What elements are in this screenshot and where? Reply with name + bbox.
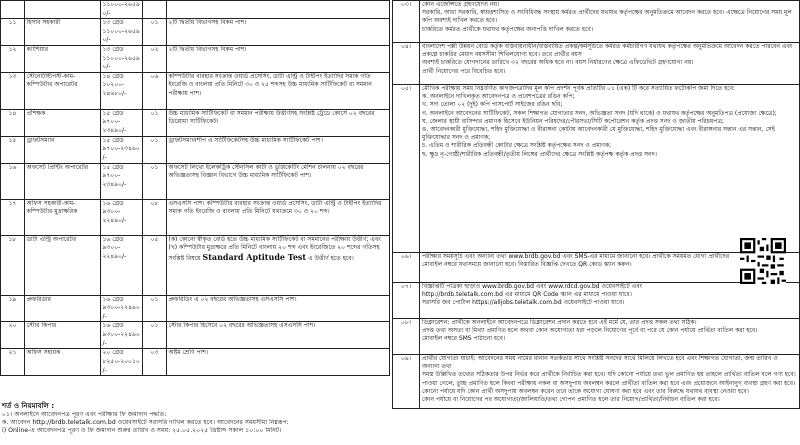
post-quantity: ০৫ bbox=[143, 235, 167, 295]
post-requirement-tail: এ উত্তীর্ণ হতে হবে। bbox=[308, 254, 354, 262]
post-serial: ১২ bbox=[1, 45, 25, 72]
post-requirement-text: (ক) কোনো স্বীকৃত বোর্ড হতে উচ্চ মাধ্যমিক সার্টিফিকেট বা সমমানের পরীক্ষায় উত্তীর্ণ; এবং (খ) কম্পিউটার মুদ্রাক্ষরে প্রতি মিনিটে বাংলায় ২০ শব্দ এবং ইংরেজিতে ২০ শব্দের গতিসহ সংশ্লিষ্ট বিষয়ে bbox=[168, 235, 381, 262]
rule-row bbox=[393, 319, 800, 355]
post-grade bbox=[101, 72, 143, 109]
post-row bbox=[1, 72, 390, 109]
terms-line: ক. আবেদন http://brdb.teletalk.com.bd ওয়েবসাইটে সরাসরি দাখিল করতে হবে। আবেদনের সময়সীমা নিম্নরূপ: bbox=[2, 419, 289, 426]
post-row bbox=[1, 109, 390, 136]
post-requirement-english: Standard Aptitude Test bbox=[202, 251, 307, 262]
rule-content bbox=[420, 85, 800, 253]
post-grade-line: ১৪ গ্রেড ১০২০০- bbox=[102, 72, 125, 89]
post-name: অফিস সহায়ক bbox=[25, 349, 101, 376]
post-quantity: ০২ bbox=[143, 45, 167, 72]
post-requirement bbox=[167, 136, 390, 163]
post-requirement-text: এসএসসি পাশ। কম্পিউটার ব্যবহার সংক্রান্ত ওয়ার্ড প্রসেসিং, ডাটা এন্ট্রি ও টাইপিং ইত্যাদির সম্যক গতি ইংরেজি ও বাংলায় প্রতি মিনিটে যথাক্রমে ৩০ ও ২০ শব্দ। bbox=[168, 199, 382, 216]
rule-line: গ. অনলাইনে আবেদনের সার্টিফিকেট, সকল শিক্ষাগত যোগ্যতার সনদ, অভিজ্ঞতা সনদ (যদি থাকে) ও যথাযথ কর্তৃপক্ষের অনুমতিপত্র (প্রযোজ্য ক্ষেত্রে); bbox=[422, 109, 777, 117]
rule-line: খ. সদ্য তোলা ০২ (দুই) কপি পাসপোর্ট সাইজের রঙিন ছবি; bbox=[422, 101, 563, 109]
post-grade-line: ২২৪৯০/- bbox=[102, 216, 127, 224]
rule-line: পাওয়া গেলে, তুচ্ছ প্রমাণিত হলে কিংবা পরীক্ষায় নকল বা অসদুপায় অবলম্বন করলে প্রার্থীতা বাতিল করা হবে এবং প্রয়োজনে আইনানুগ ব্যবস্থা গ্রহণ করা হবে। bbox=[422, 379, 796, 387]
post-row bbox=[1, 295, 390, 322]
post-row bbox=[1, 19, 390, 46]
post-row bbox=[1, 199, 390, 235]
rule-content bbox=[420, 43, 800, 85]
rule-line: চাকরিতে কর্মরত প্রার্থীকে যথাযথ কর্তৃপক্ষের অনাপত্তি দাখিল করতে হবে। bbox=[422, 25, 593, 33]
terms-line: ০১। অনলাইনে আবেদনপত্র পূরণ এবং পরীক্ষার ফি জমাদান পদ্ধতি: bbox=[2, 411, 167, 418]
rule-number: ০৫। bbox=[393, 85, 420, 253]
rule-line: ছ. ক্ষুদ্র নৃ-গোষ্ঠী/শারীরিক প্রতিবন্ধী/তৃতীয় লিঙ্গের প্রার্থীদের ক্ষেত্রে সংশ্লিষ্ট কর্তৃপক্ষ কর্তৃক প্রদত্ত সনদ। bbox=[422, 150, 657, 158]
post-quantity: ০১ bbox=[143, 322, 167, 349]
post-grade bbox=[101, 199, 143, 235]
post-serial: ১৬ bbox=[1, 163, 25, 199]
post-quantity: ০১ bbox=[143, 19, 167, 46]
post-quantity: ০১ bbox=[143, 295, 167, 322]
post-requirement-text: কম্পিউটার ব্যবহার সংক্রান্ত ওয়ার্ড প্রসেসিং, ডাটা এন্ট্রি ও টাইপিং ইত্যাদির সম্যক গতি ইংরেজি ও বাংলায় প্রতি মিনিটে ৩০ ও ২৫ শব্দসহ উচ্চ মাধ্যমিক সার্টিফিকেট বা সমমান পরীক্ষায় পাশ। bbox=[168, 72, 372, 97]
rule-number: ০৪। bbox=[393, 43, 420, 85]
rule-line: চ. এতিম ও শারীরিক প্রতিবন্ধী কোটার ক্ষেত্রে সংশ্লিষ্ট কর্তৃপক্ষের সনদ ও প্রমাণক; bbox=[422, 142, 612, 150]
post-name: ডাটা এন্ট্রি অপারেটর bbox=[25, 235, 101, 295]
post-grade-line: ১১০০০-২৬৫৯০/- bbox=[102, 54, 140, 71]
rule-row bbox=[393, 1, 800, 43]
post-name: স্টোর কিপার bbox=[25, 322, 101, 349]
posts-table bbox=[0, 0, 390, 376]
post-serial: ১৩ bbox=[1, 72, 25, 109]
rule-content bbox=[420, 283, 800, 319]
post-quantity: ০১ bbox=[143, 109, 167, 136]
post-grade-line: ১৫ গ্রেড ৯৭০০- bbox=[102, 163, 124, 180]
post-grade-line: ২২৪৯০/- bbox=[102, 252, 127, 260]
post-grade bbox=[101, 109, 143, 136]
post-row bbox=[1, 1, 390, 19]
post-requirement-text: অফসেট লিথো ইলেকট্রিক স্টেনসিল কাটা ও ডুপ্লিকেটিং মেশিন চালনায় ০২ বছরের অভিজ্ঞতাসহ বিজ্ঞান বিভাগে উচ্চ মাধ্যমিক সার্টিফিকেট পাশ। bbox=[168, 163, 364, 180]
post-grade bbox=[101, 136, 143, 163]
post-quantity: ০৮ bbox=[143, 199, 167, 235]
post-row bbox=[1, 235, 390, 295]
post-requirement-text: ২টি দ্বিতীয় বিভাগসহ বিকম পাশ। bbox=[168, 19, 247, 27]
post-serial: ১১ bbox=[1, 19, 25, 46]
post-grade bbox=[101, 1, 143, 19]
post-grade-line: ১৩ গ্রেড bbox=[102, 19, 124, 27]
post-grade-line: ৯৩০০-২২৪৯০/- bbox=[102, 330, 140, 347]
post-name: অফসেট প্রিন্টিং অপারেটর bbox=[25, 163, 101, 199]
post-grade-line: ২৩৪৯০/- bbox=[102, 126, 127, 134]
post-serial bbox=[1, 1, 25, 19]
rule-line: মোবাইল নম্বরে যথাসময়ে জানানো হবে। বিস্তারিত বিজ্ঞপ্তি দেখতে QR কোড স্ক্যান করুন। bbox=[422, 261, 632, 269]
post-requirement-text: ড্রাফটসম্যানশীপ এ সার্টিফিকেটসহ উচ্চ মাধ্যমিক সার্টিফিকেট পাশ। bbox=[168, 136, 323, 144]
post-grade-line: ১৫ গ্রেড bbox=[102, 136, 124, 144]
rule-line: সমস্ত উল্লিখিত তথ্যের সঠিকতার উপর নির্ভর করে প্রার্থীকে নির্বাচিত করা হবে। যদি কোনো পর্যায়ে তথ্য ভুল প্রমাণিত হয় তাহলে প্রার্থিতা বাতিল বলে গণ্য হবে। bbox=[422, 371, 796, 379]
post-serial: ১৪ bbox=[1, 109, 25, 136]
post-grade-line: ৮২৫০-২০০১০/- bbox=[102, 357, 140, 374]
qr-code-icon[interactable] bbox=[740, 238, 786, 284]
rule-line: ঙ. আবেদনকারী মুক্তিযোদ্ধা, শহিদ মুক্তিযোদ্ধা ও বীরাঙ্গনা কোটায় আবেদনকারী যে মুক্তিযোদ্ধা, শহিদ মুক্তিযোদ্ধা এবং বীরাঙ্গনার সন্তান এর সন্তান, সেই মুক্তিযোদ্ধার সনদ ও প্রমাণক; bbox=[422, 126, 775, 142]
post-grade-line: ৯৩০০-২২৪৯০/- bbox=[102, 304, 140, 320]
post-name: অফিস সহকারী-কাম- কম্পিউটার মুদ্রাক্ষরিক bbox=[25, 199, 101, 235]
post-requirement bbox=[167, 72, 390, 109]
rule-row bbox=[393, 253, 800, 283]
post-name: ক্যাশিয়ার bbox=[25, 45, 101, 72]
post-requirement-text: প্রুফরিডিং এ ০২ বছরের অভিজ্ঞতাসহ এসএসসি পাশ। bbox=[168, 295, 297, 303]
post-grade-line: ১৬ গ্রেড ৯৩০০- bbox=[102, 235, 124, 252]
post-grade bbox=[101, 349, 143, 376]
post-grade-line: ১১০০০-২৬৫৯০/- bbox=[102, 27, 140, 44]
rule-line: মৌখিক পরীক্ষায় সময় নিম্নবর্ণিত কাগজপত্রাদির মূল কপি প্রদর্শন পূর্বক প্রতিটির ০১ (এক) টি করে সত্যায়িত ফটোকপি জমা দিতে হবে: bbox=[422, 85, 736, 92]
rule-line: ঘ. জেলার স্থায়ী বাসিন্দার প্রমাণক হিসেবে ইউনিয়ন পরিষদের/পৌরসভা/সিটি কর্পোরেশন কর্তৃক প্রদত্ত সনদ ও জাতীয় পরিচয়পত্র; bbox=[422, 117, 724, 125]
post-row bbox=[1, 136, 390, 163]
rule-line: পরীক্ষার সময়সূচি এবং অন্যান্য তথ্য www.brdb.gov.bd এবং SMS-এর মাধ্যমে জানানো হবে। প্রার্থীকে সময়মত যোগ্য প্রার্থীদের bbox=[422, 253, 730, 260]
post-row bbox=[1, 163, 390, 199]
rules-section bbox=[392, 0, 800, 445]
post-quantity: ০১ bbox=[143, 163, 167, 199]
rule-line: কোন এজেন্সিতে গ্রহণযোগ্য নয়। bbox=[422, 1, 500, 8]
rule-line: কোন পর্যায়ে বা নিয়োগের পর অযোগ্যতা/জালিয়াতি/তথ্য গোপন প্রমাণিত হলে তার নিয়োগ/প্রার্থিতা/নির্বাচন বাতিল করা হবে। bbox=[422, 396, 720, 404]
post-requirement bbox=[167, 295, 390, 322]
rule-line: সরাসরি জব পোর্টাল https://alljobs.teletalk.com.bd ওয়েবসাইটে পাওয়া যাবে। bbox=[422, 299, 625, 307]
post-grade bbox=[101, 295, 143, 322]
post-requirement-text: ২টি দ্বিতীয় বিভাগসহ বিকম পাশ। bbox=[168, 45, 247, 53]
post-grade-line: ১৫ গ্রেড ৯৭০০- bbox=[102, 109, 124, 126]
posts-section bbox=[0, 0, 390, 445]
rule-line: মোবাইল নম্বরে SMS পাঠানো হবে। bbox=[422, 335, 505, 343]
post-requirement-text: স্টোর কিপার হিসেবে ০২ বছরের অভিজ্ঞতাসহ এসএসসি পাশ। bbox=[168, 322, 316, 330]
post-serial: ১৯ bbox=[1, 295, 25, 322]
post-grade-line: ২৩৪৯০/- bbox=[102, 180, 127, 188]
rule-line: বাংলাদেশ পল্লী উন্নয়ন বোর্ড কর্তৃক বাস্তবায়নাধীন/বাস্তবায়িত প্রকল্প/কর্মসূচিতে কর্মরত কর্মচারীগণ যথাযথ কর্তৃপক্ষের অনুমতিক্রমে আবেদন করতে পারবেন এবং প্রকল্পে চাকরির মেয়াদ বয়সসীমা শিথিলযোগ্য হবে। তবে প্রার্থীর বয়স bbox=[422, 43, 793, 59]
post-serial: ২১ bbox=[1, 349, 25, 376]
post-grade-line: ২০ গ্রেড bbox=[102, 349, 124, 357]
post-grade-line: ১৩ গ্রেড bbox=[102, 45, 124, 53]
post-requirement-text: উচ্চ মাধ্যমিক সার্টিফিকেট বা সমমান পরীক্ষায় উত্তীর্ণসহ সংশ্লিষ্ট ট্রেডে কোর্সে ০২ বছরের ডিপ্লোমা সার্টিফিকেট। bbox=[168, 109, 375, 126]
rule-line: প্রার্থী নিয়োগের পরে বিবেচিত হবে। bbox=[422, 67, 506, 75]
rule-line: সরকারি, আধা সরকারি, স্বায়ত্তশাসিত ও সংবিধিবদ্ধ সংস্থায় কর্মরত প্রার্থীদের যথাযথ কর্তৃপক্ষের অনুমতিক্রমে আবেদন করতে হবে। এক্ষেত্রে নিয়োগের সময় মূল কপি অবশ্যই দাখিল করতে হবে। bbox=[422, 9, 792, 25]
post-requirement bbox=[167, 1, 390, 19]
rule-number: ০৯। bbox=[393, 355, 420, 409]
rule-number: ০৮। bbox=[393, 319, 420, 355]
post-serial: ২০ bbox=[1, 322, 25, 349]
post-requirement bbox=[167, 322, 390, 349]
post-serial: ১৭ bbox=[1, 199, 25, 235]
post-grade bbox=[101, 322, 143, 349]
rules-table bbox=[392, 0, 800, 409]
rule-row bbox=[393, 283, 800, 319]
post-grade-line: ১৬ গ্রেড bbox=[102, 295, 124, 303]
post-requirement bbox=[167, 45, 390, 72]
post-grade-line: ১৬ গ্রেড ৯৩০০- bbox=[102, 199, 124, 216]
rule-line: বিজ্ঞপ্তিটি পত্রিকা ছাড়াও www.brdb.gov.bd এবং www.rdcd.gov.bd ওয়েবসাইটে এবং bbox=[422, 283, 643, 290]
rule-row bbox=[393, 43, 800, 85]
post-name: প্রশিক্ষক bbox=[25, 109, 101, 136]
rule-line: অবশ্যই চাকরিতে যোগদানের তারিখে ৩২ বছরের অধিক হবে না। বয়স নির্ধারণের ক্ষেত্রে এফিডেভিট গ্রহণযোগ্য নয়। bbox=[422, 59, 694, 67]
rule-line: ক. অনলাইনে দাখিলকৃত আবেদনপত্র ও প্রবেশপত্রের রঙিন কপি; bbox=[422, 93, 575, 101]
post-requirement bbox=[167, 235, 390, 295]
post-name: ড্রাফটসম্যান bbox=[25, 136, 101, 163]
rule-number: ০৭। bbox=[393, 283, 420, 319]
post-serial: ১৮ bbox=[1, 235, 25, 295]
post-grade-line: ১১০০০-২৬৫৯০/- bbox=[102, 1, 140, 17]
post-name: প্রুফরিডার bbox=[25, 295, 101, 322]
rule-row bbox=[393, 355, 800, 409]
post-row bbox=[1, 349, 390, 376]
post-requirement bbox=[167, 19, 390, 46]
post-requirement bbox=[167, 349, 390, 376]
terms-list bbox=[2, 411, 388, 435]
post-quantity: ০৬ bbox=[143, 72, 167, 109]
post-requirement bbox=[167, 109, 390, 136]
post-requirement bbox=[167, 163, 390, 199]
post-quantity: ০৩ bbox=[143, 349, 167, 376]
rule-row bbox=[393, 85, 800, 253]
rule-line: http://brdb.teletalk.com.bd এর মাধ্যমে QR Code স্ক্যান এর মাধ্যমে পাওয়া যাবে। bbox=[422, 291, 632, 299]
post-name bbox=[25, 1, 101, 19]
post-quantity: ০১ bbox=[143, 136, 167, 163]
post-requirement-text: অষ্টম শ্রেণি পাশ। bbox=[168, 349, 209, 357]
post-serial: ১৫ bbox=[1, 136, 25, 163]
rule-content bbox=[420, 355, 800, 409]
post-grade-line: ১৬ গ্রেড bbox=[102, 322, 124, 330]
rule-number: ০৬। bbox=[393, 253, 420, 283]
rule-content bbox=[420, 319, 800, 355]
post-grade bbox=[101, 163, 143, 199]
rule-line: প্রার্থীর যোগ্যতা যাচাই: আবেদনের সময় নামের বানান সতর্কতার সাথে সংশ্লিষ্ট সনদের সাথে মিলিয়ে লিখতে হবে এবং শিক্ষাগত যোগ্যতা, জন্ম তারিখ ও অন্যান্য তথ্য bbox=[422, 355, 778, 371]
post-row bbox=[1, 322, 390, 349]
post-grade-line: ৯৭০০-২৩৪৯০/- bbox=[102, 145, 140, 161]
post-requirement bbox=[167, 199, 390, 235]
post-grade bbox=[101, 19, 143, 46]
post-row bbox=[1, 45, 390, 72]
terms-line: i) Online-এ আবেদনপত্র পূরণ ও ফি জমাদান শুরুর তারিখ ও সময়: ২৫.০৫.২০২৫ খ্রিষ্টাব্দ সকাল ১০:০০ মিনিট। bbox=[2, 427, 282, 434]
rule-line: ডিক্লারেশন: প্রার্থীকে অনলাইনে আবেদনপত্রে ডিক্লারেশন প্রদান করতে হবে এই মর্মে যে, তার প্রদত্ত সকল তথ্য সঠিক। bbox=[422, 319, 697, 326]
post-grade bbox=[101, 235, 143, 295]
rule-number: ০৩। bbox=[393, 1, 420, 43]
post-quantity bbox=[143, 1, 167, 19]
rule-line: কোনো পর্যায়ে যদি কোন প্রার্থী অসদুপায় অবলম্বন করেন তবে তাকে অযোগ্য ঘোষণা করা হবে এবং তার বিরুদ্ধে যথাযথ ব্যবস্থা নেওয়া হবে। bbox=[422, 387, 749, 395]
post-name: স্টেনোটাইপিস্ট-কাম- কম্পিউটার অপারেটর bbox=[25, 72, 101, 109]
rule-line: প্রদত্ত তথ্য অসত্য বা মিথ্যা প্রমাণিত হলে অথবা কোন অযোগ্যতা ধরা পড়লে নিয়োগের পূর্বে বা পরে যে কোন পর্যায়ে প্রার্থিতা বাতিল করা হবে। bbox=[422, 327, 758, 335]
terms-title: শর্ত ও নিয়মাবলি : bbox=[2, 402, 54, 410]
post-name: হিসাব সহকারী bbox=[25, 19, 101, 46]
post-grade bbox=[101, 45, 143, 72]
post-grade-line: ২৪৬৮০/- bbox=[102, 89, 127, 97]
rule-content bbox=[420, 1, 800, 43]
